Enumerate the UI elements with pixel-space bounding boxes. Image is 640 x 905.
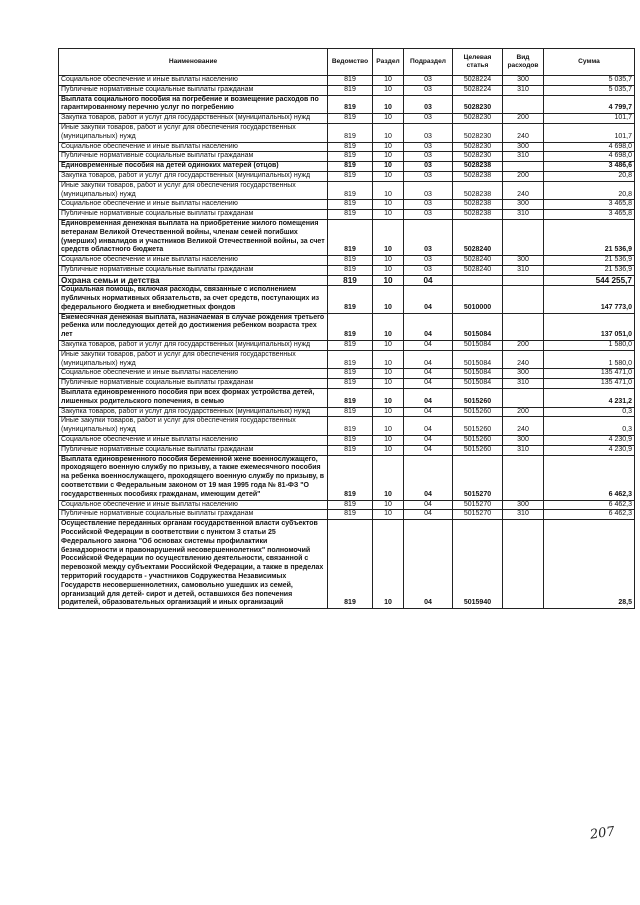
cell-target-article: 5028238 — [453, 181, 503, 200]
table-row — [59, 379, 635, 389]
table-row — [59, 445, 635, 455]
cell-section: 10 — [373, 219, 404, 255]
cell-subsection: 04 — [404, 510, 453, 520]
table-row — [59, 181, 635, 200]
cell-amount: 20,8 — [544, 181, 635, 200]
cell-name: Иные закупки товаров, работ и услуг для обеспечения государственных (муниципальных) нужд — [59, 350, 328, 369]
budget-table — [58, 48, 635, 609]
cell-expense-type: 300 — [503, 500, 544, 510]
cell-section: 10 — [373, 123, 404, 142]
cell-section: 10 — [373, 85, 404, 95]
cell-amount: 135 471,0 — [544, 369, 635, 379]
cell-department: 819 — [328, 114, 373, 124]
cell-section: 10 — [373, 76, 404, 86]
cell-target-article: 5028230 — [453, 142, 503, 152]
cell-target-article: 5015260 — [453, 417, 503, 436]
table-row — [59, 275, 635, 286]
cell-expense-type: 310 — [503, 445, 544, 455]
cell-name: Публичные нормативные социальные выплаты гражданам — [59, 445, 328, 455]
table-row — [59, 350, 635, 369]
cell-amount: 21 536,9 — [544, 219, 635, 255]
cell-section: 10 — [373, 142, 404, 152]
cell-target-article: 5028230 — [453, 95, 503, 114]
cell-expense-type: 240 — [503, 350, 544, 369]
cell-amount: 101,7 — [544, 114, 635, 124]
cell-department: 819 — [328, 445, 373, 455]
table-body — [59, 76, 635, 609]
cell-section: 10 — [373, 286, 404, 313]
table-row — [59, 455, 635, 500]
cell-amount: 5 035,7 — [544, 85, 635, 95]
cell-subsection: 03 — [404, 162, 453, 172]
cell-section: 10 — [373, 369, 404, 379]
cell-amount: 101,7 — [544, 123, 635, 142]
cell-expense-type — [503, 162, 544, 172]
cell-department: 819 — [328, 265, 373, 275]
table-row — [59, 114, 635, 124]
cell-department: 819 — [328, 123, 373, 142]
table-row — [59, 417, 635, 436]
cell-department: 819 — [328, 275, 373, 286]
cell-subsection: 04 — [404, 417, 453, 436]
cell-name: Социальное обеспечение и иные выплаты населению — [59, 256, 328, 266]
cell-amount: 5 035,7 — [544, 76, 635, 86]
cell-target-article: 5015084 — [453, 341, 503, 351]
cell-name: Выплата социального пособия на погребение и возмещение расходов по гарантированному перечню услуг по погребению — [59, 95, 328, 114]
cell-expense-type: 200 — [503, 114, 544, 124]
cell-subsection: 04 — [404, 286, 453, 313]
cell-name: Социальное обеспечение и иные выплаты населению — [59, 142, 328, 152]
cell-target-article: 5028240 — [453, 256, 503, 266]
cell-subsection: 03 — [404, 181, 453, 200]
cell-name: Социальное обеспечение и иные выплаты населению — [59, 76, 328, 86]
cell-section: 10 — [373, 417, 404, 436]
cell-amount: 4 231,2 — [544, 389, 635, 408]
cell-expense-type: 200 — [503, 341, 544, 351]
cell-target-article: 5015270 — [453, 500, 503, 510]
cell-amount: 135 471,0 — [544, 379, 635, 389]
cell-expense-type — [503, 219, 544, 255]
table-row — [59, 265, 635, 275]
cell-amount: 4 698,0 — [544, 152, 635, 162]
cell-department: 819 — [328, 389, 373, 408]
cell-department: 819 — [328, 379, 373, 389]
cell-amount: 6 462,3 — [544, 500, 635, 510]
cell-expense-type — [503, 455, 544, 500]
cell-subsection: 03 — [404, 114, 453, 124]
cell-subsection: 03 — [404, 152, 453, 162]
cell-target-article: 5015270 — [453, 455, 503, 500]
cell-subsection: 03 — [404, 123, 453, 142]
cell-subsection: 04 — [404, 389, 453, 408]
cell-amount: 1 580,0 — [544, 341, 635, 351]
cell-target-article: 5015260 — [453, 445, 503, 455]
cell-section: 10 — [373, 379, 404, 389]
table-row — [59, 286, 635, 313]
cell-amount: 4 230,9 — [544, 445, 635, 455]
cell-name: Осуществление переданных органам государственной власти субъектов Российской Федерации в соответствии с пунктом 3 статьи 25 Федерального закона "Об основах системы профилактики безнадзорности и правонарушений несовершеннолетних" полномочий Российской Федерации по осуществлению деятельности, связанной с перевозкой между субъектами Российской Федерации, а также в пределах территорий государств - участников Содружества Независимых Государств несовершеннолетних, самовольно ушедших из семей, организаций для детей- сирот и детей, оставшихся без попечения родителей, образовательных организаций и иных организаций — [59, 520, 328, 609]
cell-department: 819 — [328, 85, 373, 95]
cell-amount: 4 230,9 — [544, 435, 635, 445]
cell-expense-type: 310 — [503, 210, 544, 220]
cell-expense-type: 300 — [503, 435, 544, 445]
cell-subsection: 03 — [404, 142, 453, 152]
table-row — [59, 389, 635, 408]
cell-target-article: 5015084 — [453, 369, 503, 379]
cell-target-article: 5028240 — [453, 219, 503, 255]
cell-department: 819 — [328, 407, 373, 417]
cell-department: 819 — [328, 256, 373, 266]
cell-department: 819 — [328, 76, 373, 86]
cell-subsection: 04 — [404, 313, 453, 340]
table-row — [59, 256, 635, 266]
table-row — [59, 95, 635, 114]
cell-name: Иные закупки товаров, работ и услуг для обеспечения государственных (муниципальных) нужд — [59, 123, 328, 142]
table-row — [59, 142, 635, 152]
column-header-department: Ведомство — [328, 49, 373, 76]
cell-section: 10 — [373, 341, 404, 351]
column-header-subsection: Подраздел — [404, 49, 453, 76]
cell-name: Социальное обеспечение и иные выплаты населению — [59, 369, 328, 379]
cell-section: 10 — [373, 152, 404, 162]
cell-name: Публичные нормативные социальные выплаты гражданам — [59, 210, 328, 220]
cell-target-article: 5028230 — [453, 123, 503, 142]
cell-section: 10 — [373, 181, 404, 200]
table-row — [59, 510, 635, 520]
cell-target-article: 5028224 — [453, 76, 503, 86]
cell-department: 819 — [328, 162, 373, 172]
cell-amount: 4 799,7 — [544, 95, 635, 114]
cell-expense-type: 200 — [503, 171, 544, 181]
cell-subsection: 03 — [404, 76, 453, 86]
cell-department: 819 — [328, 200, 373, 210]
cell-section: 10 — [373, 313, 404, 340]
cell-department: 819 — [328, 142, 373, 152]
cell-name: Выплата единовременного пособия при всех формах устройства детей, лишенных родительского попечения, в семью — [59, 389, 328, 408]
cell-expense-type: 310 — [503, 152, 544, 162]
table-row — [59, 500, 635, 510]
cell-subsection: 04 — [404, 445, 453, 455]
cell-target-article: 5028240 — [453, 265, 503, 275]
cell-section: 10 — [373, 256, 404, 266]
cell-amount: 21 536,9 — [544, 256, 635, 266]
cell-department: 819 — [328, 350, 373, 369]
cell-section: 10 — [373, 455, 404, 500]
cell-section: 10 — [373, 445, 404, 455]
cell-target-article: 5010000 — [453, 286, 503, 313]
cell-expense-type: 310 — [503, 379, 544, 389]
cell-section: 10 — [373, 500, 404, 510]
cell-name: Охрана семьи и детства — [59, 275, 328, 286]
cell-name: Публичные нормативные социальные выплаты гражданам — [59, 379, 328, 389]
table-row — [59, 369, 635, 379]
column-header-section: Раздел — [373, 49, 404, 76]
cell-target-article: 5015084 — [453, 313, 503, 340]
cell-target-article: 5015260 — [453, 435, 503, 445]
cell-name: Закупка товаров, работ и услуг для государственных (муниципальных) нужд — [59, 407, 328, 417]
cell-section: 10 — [373, 171, 404, 181]
cell-section: 10 — [373, 407, 404, 417]
cell-target-article: 5015260 — [453, 389, 503, 408]
table-row — [59, 76, 635, 86]
cell-subsection: 03 — [404, 171, 453, 181]
cell-section: 10 — [373, 275, 404, 286]
cell-section: 10 — [373, 389, 404, 408]
column-header-amount: Сумма — [544, 49, 635, 76]
table-row — [59, 407, 635, 417]
cell-expense-type: 310 — [503, 85, 544, 95]
cell-amount: 4 698,0 — [544, 142, 635, 152]
table-row — [59, 520, 635, 609]
table-row — [59, 152, 635, 162]
cell-subsection: 04 — [404, 350, 453, 369]
table-row — [59, 200, 635, 210]
cell-subsection: 04 — [404, 379, 453, 389]
cell-expense-type: 200 — [503, 407, 544, 417]
cell-name: Публичные нормативные социальные выплаты гражданам — [59, 265, 328, 275]
cell-name: Публичные нормативные социальные выплаты гражданам — [59, 152, 328, 162]
cell-department: 819 — [328, 500, 373, 510]
cell-name: Иные закупки товаров, работ и услуг для обеспечения государственных (муниципальных) нужд — [59, 181, 328, 200]
cell-section: 10 — [373, 210, 404, 220]
cell-subsection: 03 — [404, 200, 453, 210]
cell-target-article: 5028238 — [453, 210, 503, 220]
cell-subsection: 03 — [404, 265, 453, 275]
cell-subsection: 04 — [404, 369, 453, 379]
cell-amount: 3 465,8 — [544, 210, 635, 220]
cell-name: Публичные нормативные социальные выплаты гражданам — [59, 510, 328, 520]
cell-subsection: 04 — [404, 500, 453, 510]
cell-subsection: 04 — [404, 275, 453, 286]
cell-section: 10 — [373, 435, 404, 445]
cell-name: Ежемесячная денежная выплата, назначаемая в случае рождения третьего ребенка или последующих детей до достижения ребенком возраста трех лет — [59, 313, 328, 340]
cell-name: Иные закупки товаров, работ и услуг для обеспечения государственных (муниципальных) нужд — [59, 417, 328, 436]
cell-expense-type — [503, 95, 544, 114]
cell-expense-type: 300 — [503, 200, 544, 210]
cell-department: 819 — [328, 435, 373, 445]
table-header-row — [59, 49, 635, 76]
table-row — [59, 435, 635, 445]
cell-amount: 1 580,0 — [544, 350, 635, 369]
cell-target-article: 5028238 — [453, 162, 503, 172]
cell-amount: 147 773,0 — [544, 286, 635, 313]
cell-name: Социальное обеспечение и иные выплаты населению — [59, 500, 328, 510]
cell-amount: 3 486,6 — [544, 162, 635, 172]
cell-department: 819 — [328, 210, 373, 220]
table-row — [59, 313, 635, 340]
cell-amount: 21 536,9 — [544, 265, 635, 275]
cell-subsection: 04 — [404, 455, 453, 500]
cell-department: 819 — [328, 510, 373, 520]
cell-name: Единовременные пособия на детей одиноких матерей (отцов) — [59, 162, 328, 172]
table-row — [59, 123, 635, 142]
cell-target-article — [453, 275, 503, 286]
cell-target-article: 5015084 — [453, 379, 503, 389]
cell-subsection: 03 — [404, 85, 453, 95]
cell-target-article: 5015270 — [453, 510, 503, 520]
cell-subsection: 04 — [404, 435, 453, 445]
cell-expense-type: 300 — [503, 142, 544, 152]
cell-target-article: 5028230 — [453, 152, 503, 162]
cell-department: 819 — [328, 219, 373, 255]
cell-target-article: 5015260 — [453, 407, 503, 417]
cell-amount: 6 462,3 — [544, 510, 635, 520]
cell-section: 10 — [373, 265, 404, 275]
cell-target-article: 5028224 — [453, 85, 503, 95]
cell-subsection: 03 — [404, 210, 453, 220]
cell-target-article: 5015084 — [453, 350, 503, 369]
cell-section: 10 — [373, 95, 404, 114]
cell-department: 819 — [328, 341, 373, 351]
cell-section: 10 — [373, 200, 404, 210]
cell-subsection: 04 — [404, 407, 453, 417]
cell-expense-type: 300 — [503, 256, 544, 266]
cell-expense-type: 240 — [503, 181, 544, 200]
table-row — [59, 162, 635, 172]
table-row — [59, 219, 635, 255]
cell-amount: 137 051,0 — [544, 313, 635, 340]
cell-expense-type: 300 — [503, 369, 544, 379]
handwritten-page-number: 207 — [589, 824, 616, 843]
table-row — [59, 171, 635, 181]
cell-section: 10 — [373, 520, 404, 609]
cell-name: Социальное обеспечение и иные выплаты населению — [59, 435, 328, 445]
cell-target-article: 5028230 — [453, 114, 503, 124]
cell-subsection: 03 — [404, 95, 453, 114]
cell-department: 819 — [328, 313, 373, 340]
cell-department: 819 — [328, 171, 373, 181]
cell-subsection: 03 — [404, 219, 453, 255]
column-header-name: Наименование — [59, 49, 328, 76]
cell-name: Единовременная денежная выплата на приобретение жилого помещения ветеранам Великой Отечественной войны, членам семей погибших (умерших) инвалидов и участников Великой Отечественной войны, за счет средств областного бюджета — [59, 219, 328, 255]
cell-subsection: 04 — [404, 341, 453, 351]
cell-subsection: 04 — [404, 520, 453, 609]
cell-department: 819 — [328, 286, 373, 313]
cell-target-article: 5028238 — [453, 171, 503, 181]
cell-name: Закупка товаров, работ и услуг для государственных (муниципальных) нужд — [59, 171, 328, 181]
cell-expense-type — [503, 286, 544, 313]
cell-amount: 3 465,8 — [544, 200, 635, 210]
cell-section: 10 — [373, 350, 404, 369]
column-header-target-article: Целевая статья — [453, 49, 503, 76]
cell-department: 819 — [328, 152, 373, 162]
cell-expense-type — [503, 313, 544, 340]
cell-expense-type — [503, 520, 544, 609]
cell-amount: 0,3 — [544, 417, 635, 436]
cell-name: Социальная помощь, включая расходы, связанные с исполнением публичных нормативных обязательств, за счет средств, поступающих из федерального бюджета и внебюджетных фондов — [59, 286, 328, 313]
cell-expense-type — [503, 275, 544, 286]
cell-name: Публичные нормативные социальные выплаты гражданам — [59, 85, 328, 95]
cell-department: 819 — [328, 95, 373, 114]
cell-department: 819 — [328, 455, 373, 500]
cell-expense-type: 240 — [503, 123, 544, 142]
cell-target-article: 5015940 — [453, 520, 503, 609]
cell-expense-type: 300 — [503, 76, 544, 86]
cell-name: Закупка товаров, работ и услуг для государственных (муниципальных) нужд — [59, 341, 328, 351]
cell-expense-type — [503, 389, 544, 408]
cell-subsection: 03 — [404, 256, 453, 266]
table-row — [59, 210, 635, 220]
table-row — [59, 85, 635, 95]
cell-department: 819 — [328, 369, 373, 379]
cell-department: 819 — [328, 417, 373, 436]
cell-target-article: 5028238 — [453, 200, 503, 210]
cell-expense-type: 240 — [503, 417, 544, 436]
cell-amount: 20,8 — [544, 171, 635, 181]
cell-department: 819 — [328, 520, 373, 609]
cell-section: 10 — [373, 162, 404, 172]
cell-name: Выплата единовременного пособия беременной жене военнослужащего, проходящего военную службу по призыву, а также ежемесячного пособия на ребенка военнослужащего, проходящего военную службу по призыву, в соответствии с Федеральным законом от 19 мая 1995 года № 81-ФЗ "О государственных пособиях гражданам, имеющим детей" — [59, 455, 328, 500]
cell-name: Закупка товаров, работ и услуг для государственных (муниципальных) нужд — [59, 114, 328, 124]
column-header-expense-type: Вид расходов — [503, 49, 544, 76]
cell-section: 10 — [373, 510, 404, 520]
cell-expense-type: 310 — [503, 510, 544, 520]
cell-amount: 544 255,7 — [544, 275, 635, 286]
table-row — [59, 341, 635, 351]
cell-amount: 6 462,3 — [544, 455, 635, 500]
cell-name: Социальное обеспечение и иные выплаты населению — [59, 200, 328, 210]
cell-expense-type: 310 — [503, 265, 544, 275]
cell-amount: 28,5 — [544, 520, 635, 609]
cell-section: 10 — [373, 114, 404, 124]
cell-amount: 0,3 — [544, 407, 635, 417]
cell-department: 819 — [328, 181, 373, 200]
